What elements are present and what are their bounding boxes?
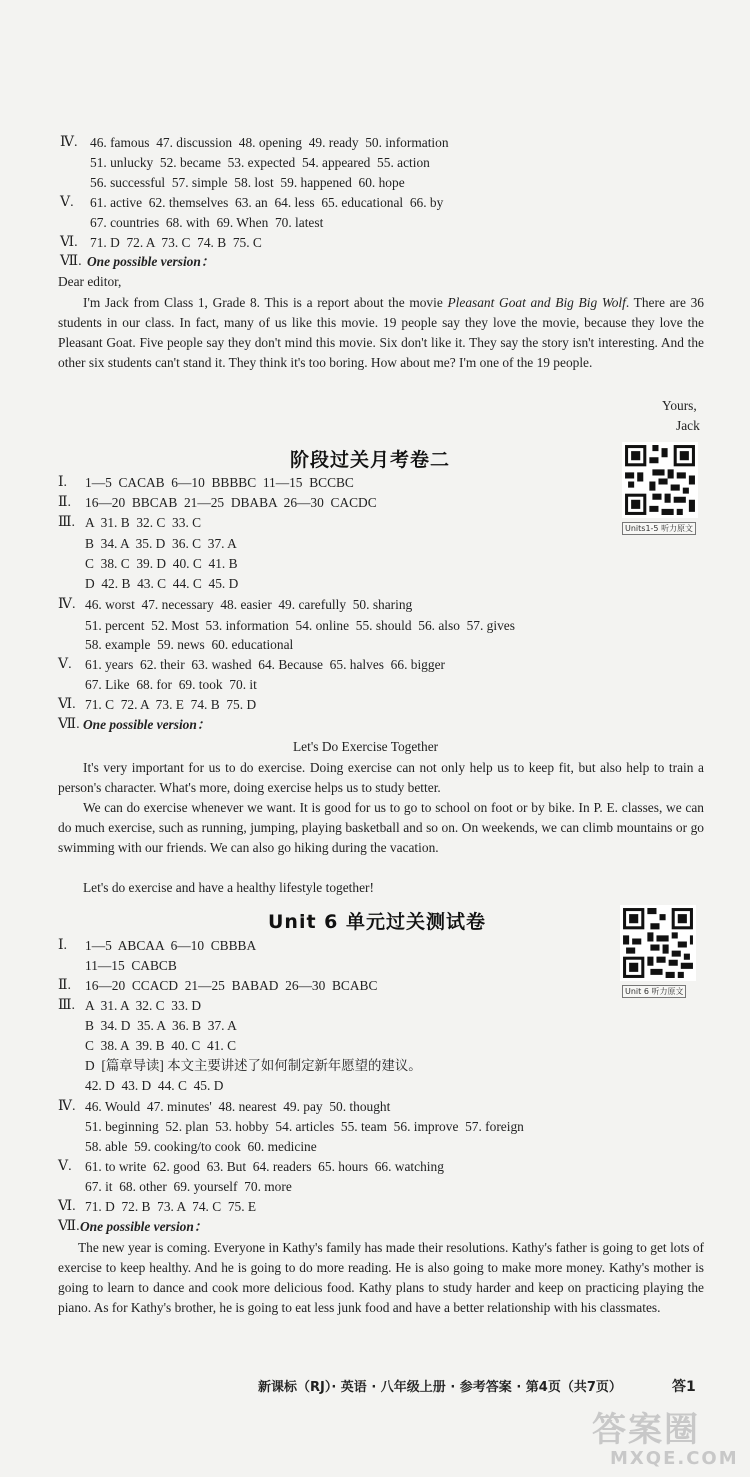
answer-line: 16—20 BBCAB 21—25 DBABA 26—30 CACDC <box>85 495 377 510</box>
movie-title: Pleasant Goat and Big Big Wolf <box>447 295 626 310</box>
section-num: Ⅳ. <box>60 135 78 150</box>
answer-line: C 38. A 39. B 40. C 41. C <box>85 1038 237 1053</box>
answer-line: A 31. A 32. C 33. D <box>85 998 202 1013</box>
answer-page-label: 答1 <box>672 1379 696 1395</box>
version-label: One possible version： <box>87 254 215 269</box>
essay-paragraph: Let's do exercise and have a healthy lifestyle together! <box>83 880 374 895</box>
answer-line: 61. to write 62. good 63. But 64. readers 65. hours 66. watching <box>85 1159 444 1174</box>
answer-line: 51. beginning 52. plan 53. hobby 54. articles 55. team 56. improve 57. foreign <box>85 1119 524 1134</box>
letter-salutation: Dear editor, <box>58 274 122 289</box>
section-num: Ⅴ. <box>60 195 74 210</box>
watermark-url: MXQE.COM <box>610 1448 739 1469</box>
section-heading: 阶段过关月考卷二 <box>290 449 451 471</box>
section-num: Ⅱ. <box>58 495 72 510</box>
watermark-logo: 答案圈 <box>592 1410 700 1450</box>
section-num: Ⅶ. <box>60 254 82 269</box>
answer-line: B 34. D 35. A 36. B 37. A <box>85 1018 237 1033</box>
section-num: Ⅵ. <box>58 697 76 712</box>
answer-line: 56. successful 57. simple 58. lost 59. happened 60. hope <box>90 175 405 190</box>
qr-code-icon[interactable] <box>622 442 698 518</box>
answer-line: 51. percent 52. Most 53. information 54. online 55. should 56. also 57. gives <box>85 618 515 633</box>
answer-line: 11—15 CABCB <box>85 958 177 973</box>
section-num: Ⅳ. <box>58 1099 76 1114</box>
qr-caption: Units1-5 听力原文 <box>622 522 696 535</box>
essay-title: Let's Do Exercise Together <box>293 739 439 754</box>
answer-line: 16—20 CCACD 21—25 BABAD 26—30 BCABC <box>85 978 378 993</box>
section-num: Ⅱ. <box>58 978 72 993</box>
letter-text: . There are 36 students in our class. In fact, many of us like this movie. 19 people say they love the movie, because they love the Pleasant Goat. Five people say they don't mind this movie. Six don't like it. They say the story isn't interesting. And the other six students can't stand it. They think it's too boring. How about me? I'm one of the 19 people. <box>58 295 705 370</box>
letter-closing: Yours, <box>662 398 697 413</box>
qr-caption: Unit 6 听力原文 <box>622 985 686 998</box>
section-num: Ⅵ. <box>58 1199 76 1214</box>
answer-line: 67. Like 68. for 69. took 70. it <box>85 677 257 692</box>
section-num: Ⅲ. <box>58 998 76 1013</box>
answer-line: 51. unlucky 52. became 53. expected 54. appeared 55. action <box>90 155 430 170</box>
answer-line: 46. famous 47. discussion 48. opening 49. ready 50. information <box>90 135 449 150</box>
letter-body <box>58 293 704 373</box>
section-heading: Unit 6 单元过关测试卷 <box>268 911 486 933</box>
section-num: Ⅴ. <box>58 657 72 672</box>
answer-line: B 34. A 35. D 36. C 37. A <box>85 536 237 551</box>
essay-paragraph: It's very important for us to do exercise. Doing exercise can not only help us to keep fit, but also help to train a person's character. What's more, doing exercise helps us to study better. <box>58 760 704 795</box>
section-num: Ⅶ. <box>58 1219 80 1234</box>
answer-line: 42. D 43. D 44. C 45. D <box>85 1078 224 1093</box>
answer-line: 71. D 72. A 73. C 74. B 75. C <box>90 235 262 250</box>
section-num: Ⅶ. <box>58 717 80 732</box>
answer-line: 58. example 59. news 60. educational <box>85 637 294 652</box>
answer-line: 46. worst 47. necessary 48. easier 49. carefully 50. sharing <box>85 597 413 612</box>
letter-signature: Jack <box>676 418 700 433</box>
answer-line: 1—5 ABCAA 6—10 CBBBA <box>85 938 257 953</box>
letter-text: I'm Jack from Class 1, Grade 8. This is a report about the movie <box>83 295 443 310</box>
section-num: Ⅳ. <box>58 597 76 612</box>
page-footer: 新课标（RJ）· 英语 · 八年级上册 · 参考答案 · 第4页（共7页） <box>258 1380 622 1395</box>
essay-paragraph: The new year is coming. Everyone in Kathy's family has made their resolutions. Kathy's father is going to get lots of exercise to keep healthy. And he is going to do more reading. He is also going to make more money. Kathy's mother is going to learn to dance and cook more delicious food. Kathy plans to study harder and keep on practicing playing the piano. As for Kathy's brother, he is going to eat less junk food and have a better relationship with his classmates. <box>58 1240 704 1315</box>
answer-line: D 42. B 43. C 44. C 45. D <box>85 576 239 591</box>
qr-code-icon[interactable] <box>620 905 696 981</box>
answer-line: 61. active 62. themselves 63. an 64. less 65. educational 66. by <box>90 195 444 210</box>
version-label: One possible version： <box>80 1219 208 1234</box>
section-num: Ⅵ. <box>60 235 78 250</box>
answer-line: 67. countries 68. with 69. When 70. latest <box>90 215 324 230</box>
version-label: One possible version： <box>83 717 211 732</box>
answer-line: 71. D 72. B 73. A 74. C 75. E <box>85 1199 257 1214</box>
answer-line: A 31. B 32. C 33. C <box>85 515 202 530</box>
answer-line: C 38. C 39. D 40. C 41. B <box>85 556 238 571</box>
answer-line: 71. C 72. A 73. E 74. B 75. D <box>85 697 257 712</box>
answer-line: D [篇章导读] 本文主要讲述了如何制定新年愿望的建议。 <box>85 1058 422 1073</box>
section-num: Ⅴ. <box>58 1159 72 1174</box>
answer-line: 67. it 68. other 69. yourself 70. more <box>85 1179 292 1194</box>
answer-line: 61. years 62. their 63. washed 64. Because 65. halves 66. bigger <box>85 657 445 672</box>
section-num: Ⅲ. <box>58 515 76 530</box>
section-num: Ⅰ. <box>58 938 68 953</box>
answer-line: 46. Would 47. minutes' 48. nearest 49. pay 50. thought <box>85 1099 391 1114</box>
answer-line: 1—5 CACAB 6—10 BBBBC 11—15 BCCBC <box>85 475 354 490</box>
answer-line: 58. able 59. cooking/to cook 60. medicine <box>85 1139 317 1154</box>
section-num: Ⅰ. <box>58 475 68 490</box>
essay-paragraph: We can do exercise whenever we want. It is good for us to go to school on foot or by bike. In P. E. classes, we can do much exercise, such as running, jumping, playing basketball and so on. On weekends, we can climb mountains or go swimming with our friends. We can also go hiking during the vacation. <box>58 800 704 855</box>
